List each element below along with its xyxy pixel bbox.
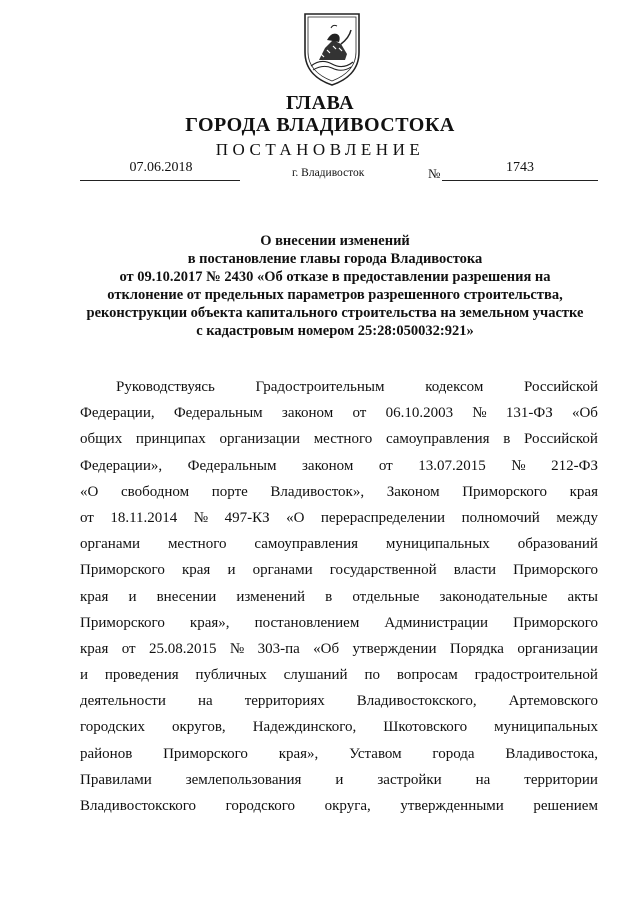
body-word: Российской (524, 379, 598, 395)
body-word: постановлением (254, 614, 360, 631)
body-word: Федерации», (80, 457, 163, 474)
body-word: от (352, 405, 367, 422)
body-line (80, 771, 598, 797)
body-line (80, 404, 598, 430)
body-word: полномочий (461, 509, 540, 526)
body-line (80, 718, 598, 744)
body-word: решением (533, 798, 598, 814)
body-word: Федеральным (173, 405, 263, 422)
body-word: Уставом (349, 745, 402, 762)
body-word: изменений (236, 588, 306, 605)
document-title (70, 232, 600, 340)
body-word: и (128, 588, 137, 605)
body-word: на (475, 771, 491, 788)
body-word: районов (80, 745, 133, 762)
body-word: края», (189, 614, 230, 631)
document-number: 1743 (442, 160, 598, 181)
body-word: утвержденными (400, 798, 504, 814)
body-word: и (227, 562, 236, 579)
body-word: организации (517, 640, 598, 657)
body-word: № (511, 457, 526, 474)
body-word: принципах (135, 431, 206, 448)
body-word: землепользования (185, 771, 302, 788)
body-word: 13.07.2015 (418, 457, 486, 474)
body-word: Владивостокского (80, 798, 197, 814)
document-city: г. Владивосток (292, 167, 365, 179)
body-word: № (229, 640, 245, 657)
body-word: округа, (324, 798, 371, 814)
body-word: Администрации (384, 614, 489, 631)
body-word: Приморского (462, 483, 548, 500)
body-text (80, 378, 598, 823)
body-word: Приморского (80, 614, 165, 631)
body-line (80, 457, 598, 483)
body-word: территории (524, 771, 598, 788)
body-word: Приморского (513, 562, 598, 579)
body-word: Приморского (513, 614, 598, 631)
body-word: Приморского (163, 745, 248, 762)
body-word: города (432, 745, 475, 762)
title-line: реконструкции объекта капитального строительства на земельном участке (86, 305, 584, 321)
body-word: муниципальных (385, 536, 490, 553)
body-word: застройки (377, 771, 442, 788)
body-word: 303-па (257, 640, 300, 657)
body-word: законом (301, 457, 354, 474)
number-label: № (428, 166, 441, 181)
body-word: кодексом (425, 379, 484, 395)
body-word: органами (80, 536, 141, 553)
body-word: градостроительной (474, 667, 598, 684)
body-word: от (80, 509, 94, 526)
body-word: края», (278, 745, 319, 762)
body-word: проведения (104, 667, 179, 684)
body-word: 18.11.2014 (110, 509, 178, 526)
body-line (80, 430, 598, 456)
body-word: Руководствуясь (116, 379, 215, 395)
body-word: организации (219, 431, 300, 448)
body-line (80, 378, 598, 404)
title-line: от 09.10.2017 № 2430 «Об отказе в предоставлении разрешения на (119, 269, 551, 285)
body-word: муниципальных (494, 719, 598, 736)
org-title-line1: ГЛАВА (285, 92, 355, 114)
body-word: местного (167, 536, 227, 553)
document-type: ПОСТАНОВЛЕНИЕ (215, 140, 425, 159)
body-word: власти (453, 562, 497, 579)
body-word: Артемовского (508, 693, 598, 710)
body-word: на (197, 693, 213, 710)
body-word: Владивостока, (505, 745, 598, 762)
body-word: между (556, 509, 598, 526)
body-word: от (378, 457, 393, 474)
title-line: в постановление главы города Владивостока (187, 251, 483, 267)
body-word: 212-ФЗ (551, 457, 598, 474)
body-word: Российской (524, 431, 598, 448)
body-word: публичных (195, 667, 267, 684)
body-word: в (503, 431, 511, 448)
document-date: 07.06.2018 (80, 160, 240, 181)
body-line (80, 797, 598, 823)
body-word: Надеждинского, (252, 719, 357, 736)
body-line (80, 535, 598, 561)
body-line (80, 692, 598, 718)
body-word: края (181, 562, 211, 579)
body-line (80, 745, 598, 771)
body-word: «О (286, 509, 305, 526)
body-word: порте (211, 483, 248, 500)
body-word: деятельности (80, 693, 166, 710)
body-word: «Об (571, 405, 598, 422)
body-word: Приморского (80, 562, 165, 579)
body-word: законом (281, 405, 334, 422)
body-line (80, 666, 598, 692)
body-word: 497-КЗ (224, 509, 270, 526)
body-word: «Об (313, 640, 340, 657)
body-word: Владивосток», (270, 483, 365, 500)
body-line (80, 640, 598, 666)
body-word: по (364, 667, 380, 684)
body-word: территориях (244, 693, 325, 710)
body-word: государственной (329, 562, 437, 579)
title-line: отклонение от предельных параметров разрешенного строительства, (107, 287, 563, 303)
coat-of-arms-emblem (297, 10, 367, 88)
body-word: Правилами (80, 771, 152, 788)
body-word: Шкотовского (383, 719, 468, 736)
body-line (80, 509, 598, 535)
body-word: и (335, 771, 344, 788)
body-word: местного (313, 431, 373, 448)
body-word: 06.10.2003 (385, 405, 454, 422)
body-word: в (325, 588, 333, 605)
body-word: образований (517, 536, 598, 553)
body-word: Федеральным (187, 457, 277, 474)
title-line: О внесении изменений (260, 233, 410, 249)
body-word: 131-ФЗ (505, 405, 553, 422)
body-line (80, 561, 598, 587)
body-word: 25.08.2015 (149, 640, 217, 657)
body-word: вопросам (396, 667, 458, 684)
body-word: отдельные (352, 588, 420, 605)
body-word: органами (252, 562, 313, 579)
body-word: Законом (386, 483, 440, 500)
body-word: «О (80, 483, 99, 500)
body-word: свободном (120, 483, 190, 500)
body-word: от (121, 640, 136, 657)
body-word: и (80, 667, 89, 684)
body-word: самоуправления (254, 536, 358, 553)
body-word: края (80, 640, 109, 657)
body-word: перераспределении (320, 509, 446, 526)
body-word: округов, (171, 719, 226, 736)
body-word: Градостроительным (255, 379, 385, 395)
body-word: законодательные (439, 588, 548, 605)
body-word: Федерации, (80, 405, 155, 422)
body-line (80, 588, 598, 614)
body-word: самоуправления (385, 431, 490, 448)
body-line (80, 614, 598, 640)
body-word: № (193, 509, 209, 526)
body-word: утверждении (352, 640, 437, 657)
body-line (80, 483, 598, 509)
body-word: края (80, 588, 109, 605)
body-word: Порядка (449, 640, 504, 657)
body-word: Владивостокского, (356, 693, 477, 710)
body-word: внесении (156, 588, 217, 605)
org-title-line2: ГОРОДА ВЛАДИВОСТОКА (185, 114, 455, 136)
body-word: слушаний (283, 667, 348, 684)
title-line: с кадастровым номером 25:28:050032:921» (196, 323, 474, 339)
body-word: общих (80, 431, 123, 448)
body-word: городского (225, 798, 296, 814)
body-word: края (569, 483, 598, 500)
body-word: акты (567, 588, 598, 605)
body-word: № (472, 405, 487, 422)
body-word: городских (80, 719, 145, 736)
